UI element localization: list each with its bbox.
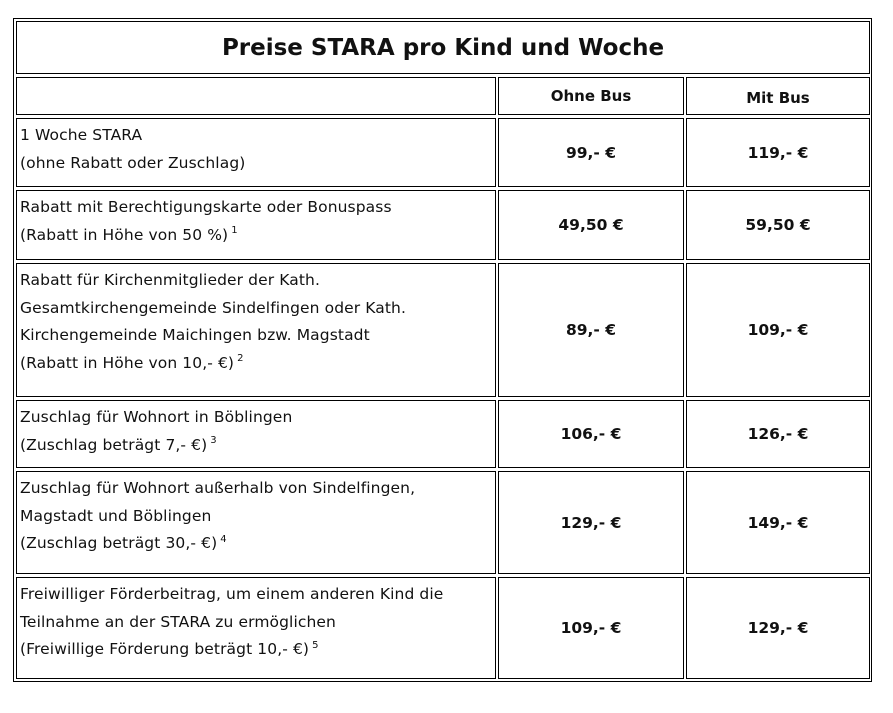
price-ohne-bus-cell: [498, 577, 684, 679]
header-empty-cell: [16, 77, 496, 115]
price-ohne-bus: 129,- €: [560, 513, 622, 532]
price-ohne-bus-cell: [498, 118, 684, 187]
row-label-line: Gesamtkirchengemeinde Sindelfingen oder Kath.: [20, 298, 406, 317]
price-mit-bus: 59,50 €: [745, 216, 811, 234]
price-ohne-bus: 99,- €: [565, 143, 617, 162]
price-mit-bus: 119,- €: [747, 143, 809, 162]
row-label-cell: [16, 577, 496, 679]
price-ohne-bus-cell: [498, 471, 684, 574]
row-label-line: (Rabatt in Höhe von 10,- €): [20, 353, 235, 372]
header-label: Ohne Bus: [550, 87, 632, 105]
row-label-line: Rabatt für Kirchenmitglieder der Kath.: [20, 271, 320, 289]
price-ohne-bus-cell: [498, 400, 684, 468]
header-label: Mit Bus: [746, 89, 810, 107]
price-mit-bus: 149,- €: [747, 513, 809, 532]
price-ohne-bus: 109,- €: [560, 619, 622, 637]
footnote-marker: 3: [210, 435, 217, 447]
price-mit-bus-cell: [686, 118, 870, 187]
row-label-line: Kirchengemeinde Maichingen bzw. Magstadt: [20, 326, 370, 344]
price-mit-bus-cell: [686, 577, 870, 679]
price-ohne-bus: 49,50 €: [558, 216, 624, 234]
row-label-cell: [16, 400, 496, 468]
footnote-marker: 1: [231, 225, 238, 237]
price-ohne-bus: 89,- €: [565, 321, 617, 339]
row-label-cell: [16, 190, 496, 260]
row-label-line: Magstadt und Böblingen: [20, 506, 212, 525]
row-label-line: Rabatt mit Berechtigungskarte oder Bonuspass: [20, 198, 392, 216]
row-label-line: (Freiwillige Förderung beträgt 10,- €): [20, 640, 310, 658]
price-mit-bus-cell: [686, 263, 870, 397]
price-mit-bus-cell: [686, 471, 870, 574]
row-label-line: Zuschlag für Wohnort in Böblingen: [20, 408, 293, 426]
row-label-line: Freiwilliger Förderbeitrag, um einem anderen Kind die: [20, 585, 444, 603]
price-ohne-bus: 106,- €: [560, 425, 622, 443]
row-label-line: 1 Woche STARA: [20, 126, 143, 144]
header-mit-bus: [686, 77, 870, 115]
row-label-line: (Zuschlag beträgt 30,- €): [20, 534, 218, 552]
price-ohne-bus-cell: [498, 263, 684, 397]
price-ohne-bus-cell: [498, 190, 684, 260]
row-label-line: Teilnahme an der STARA zu ermöglichen: [20, 612, 336, 631]
price-mit-bus-cell: [686, 400, 870, 468]
footnote-marker: 5: [312, 639, 319, 651]
row-label-cell: [16, 263, 496, 397]
header-ohne-bus: [498, 77, 684, 115]
price-mit-bus: 129,- €: [747, 619, 809, 637]
row-label-line: (Zuschlag beträgt 7,- €): [20, 435, 208, 454]
row-label-cell: [16, 118, 496, 187]
price-mit-bus-cell: [686, 190, 870, 260]
row-label-line: Zuschlag für Wohnort außerhalb von Sindelfingen,: [20, 479, 416, 497]
row-label-line: (Rabatt in Höhe von 50 %): [20, 225, 229, 244]
footnote-marker: 4: [220, 533, 227, 545]
row-label-line: (ohne Rabatt oder Zuschlag): [20, 153, 246, 172]
table-title-cell: [16, 21, 870, 74]
table-title: Preise STARA pro Kind und Woche: [221, 34, 665, 61]
price-mit-bus: 109,- €: [747, 321, 809, 339]
row-label-cell: [16, 471, 496, 574]
footnote-marker: 2: [237, 353, 244, 365]
price-mit-bus: 126,- €: [747, 425, 809, 443]
